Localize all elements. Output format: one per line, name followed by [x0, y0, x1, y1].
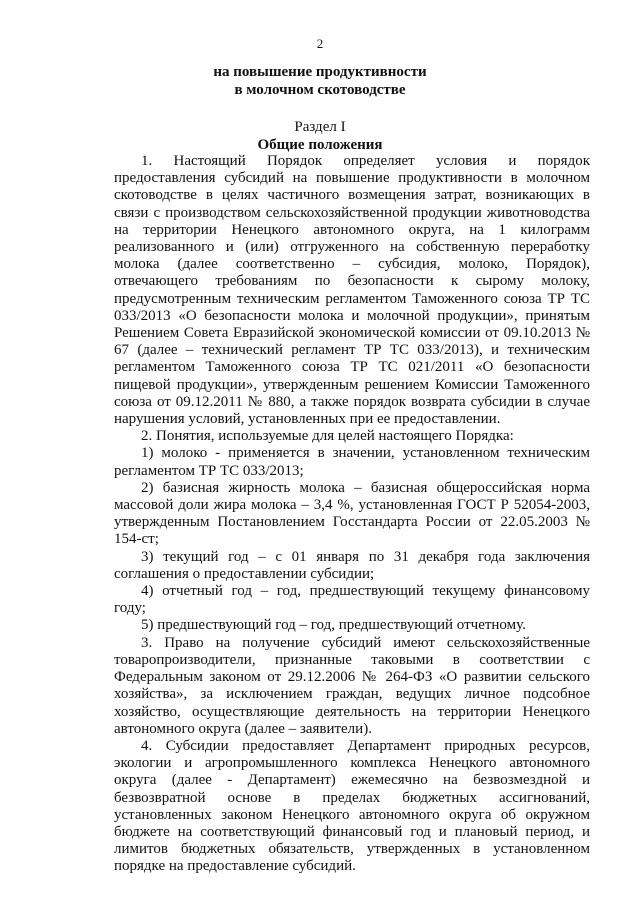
document-title-line-1: на повышение продуктивности	[213, 64, 427, 80]
section-label: Раздел I	[294, 119, 346, 135]
document-title-line-2: в молочном скотоводстве	[234, 82, 406, 98]
definition-2: 2) базисная жирность молока – базисная общероссийская норма массовой доли жира молока – 3,4 %, установленная ГОСТ Р 52054-2003, утвержденным Постановлением Госстандарта России от 22.05.2003 № 154-ст;	[114, 479, 590, 548]
document-body	[114, 153, 590, 876]
definition-4: 4) отчетный год – год, предшествующий текущему финансовому году;	[114, 583, 590, 617]
definition-3: 3) текущий год – с 01 января по 31 декабря года заключения соглашения о предоставлении субсидии;	[114, 548, 590, 582]
paragraph-4: 4. Субсидии предоставляет Департамент природных ресурсов, экологии и агропромышленного комплекса Ненецкого автономного округа (далее - Департамент) ежемесячно на безвозмездной и безвозвратной основе в пределах бюджетных ассигнований, установленных законом Ненецкого автономного округа об окружном бюджете на соответствующий финансовый год и плановый период, и лимитов бюджетных обязательств, утвержденных в установленном порядке на предоставление субсидий.	[114, 737, 590, 875]
definition-5: 5) предшествующий год – год, предшествующий отчетному.	[141, 617, 526, 634]
definition-1: 1) молоко - применяется в значении, установленном техническим регламентом ТР ТС 033/2013;	[114, 445, 590, 479]
paragraph-2: 2. Понятия, используемые для целей настоящего Порядка:	[141, 428, 514, 445]
paragraph-1: 1. Настоящий Порядок определяет условия и порядок предоставления субсидий на повышение продуктивности в молочном скотоводстве в целях частичного возмещения затрат, возникающих в связи с производством сельскохозяйственной продукции животноводства на территории Ненецкого автономного округа, на 1 килограмм реализованного и (или) отгруженного на собственную переработку молока (далее соответственно – субсидия, молоко, Порядок), отвечающего требованиям по безопасности к сырому молоку, предусмотренным техническим регламентом Таможенного союза ТР ТС 033/2013 «О безопасности молока и молочной продукции», принятым Решением Совета Евразийской экономической комиссии от 09.10.2013 № 67 (далее – технический регламент ТР ТС 033/2013), и техническим регламентом Таможенного союза ТР ТС 021/2011 «О безопасности пищевой продукции», утвержденным решением Комиссии Таможенного союза от 09.12.2011 № 880, а также порядок возврата субсидии в случае нарушения условий, установленных при ее предоставлении.	[114, 153, 590, 428]
page-number: 2	[316, 36, 324, 51]
section-title: Общие положения	[257, 137, 383, 153]
paragraph-3: 3. Право на получение субсидий имеют сельскохозяйственные товаропроизводители, признанные таковыми в соответствии с Федеральным законом от 29.12.2006 № 264-ФЗ «О развитии сельского хозяйства», за исключением граждан, ведущих личное подсобное хозяйство, осуществляющие деятельность на территории Ненецкого автономного округа (далее – заявители).	[114, 634, 590, 737]
